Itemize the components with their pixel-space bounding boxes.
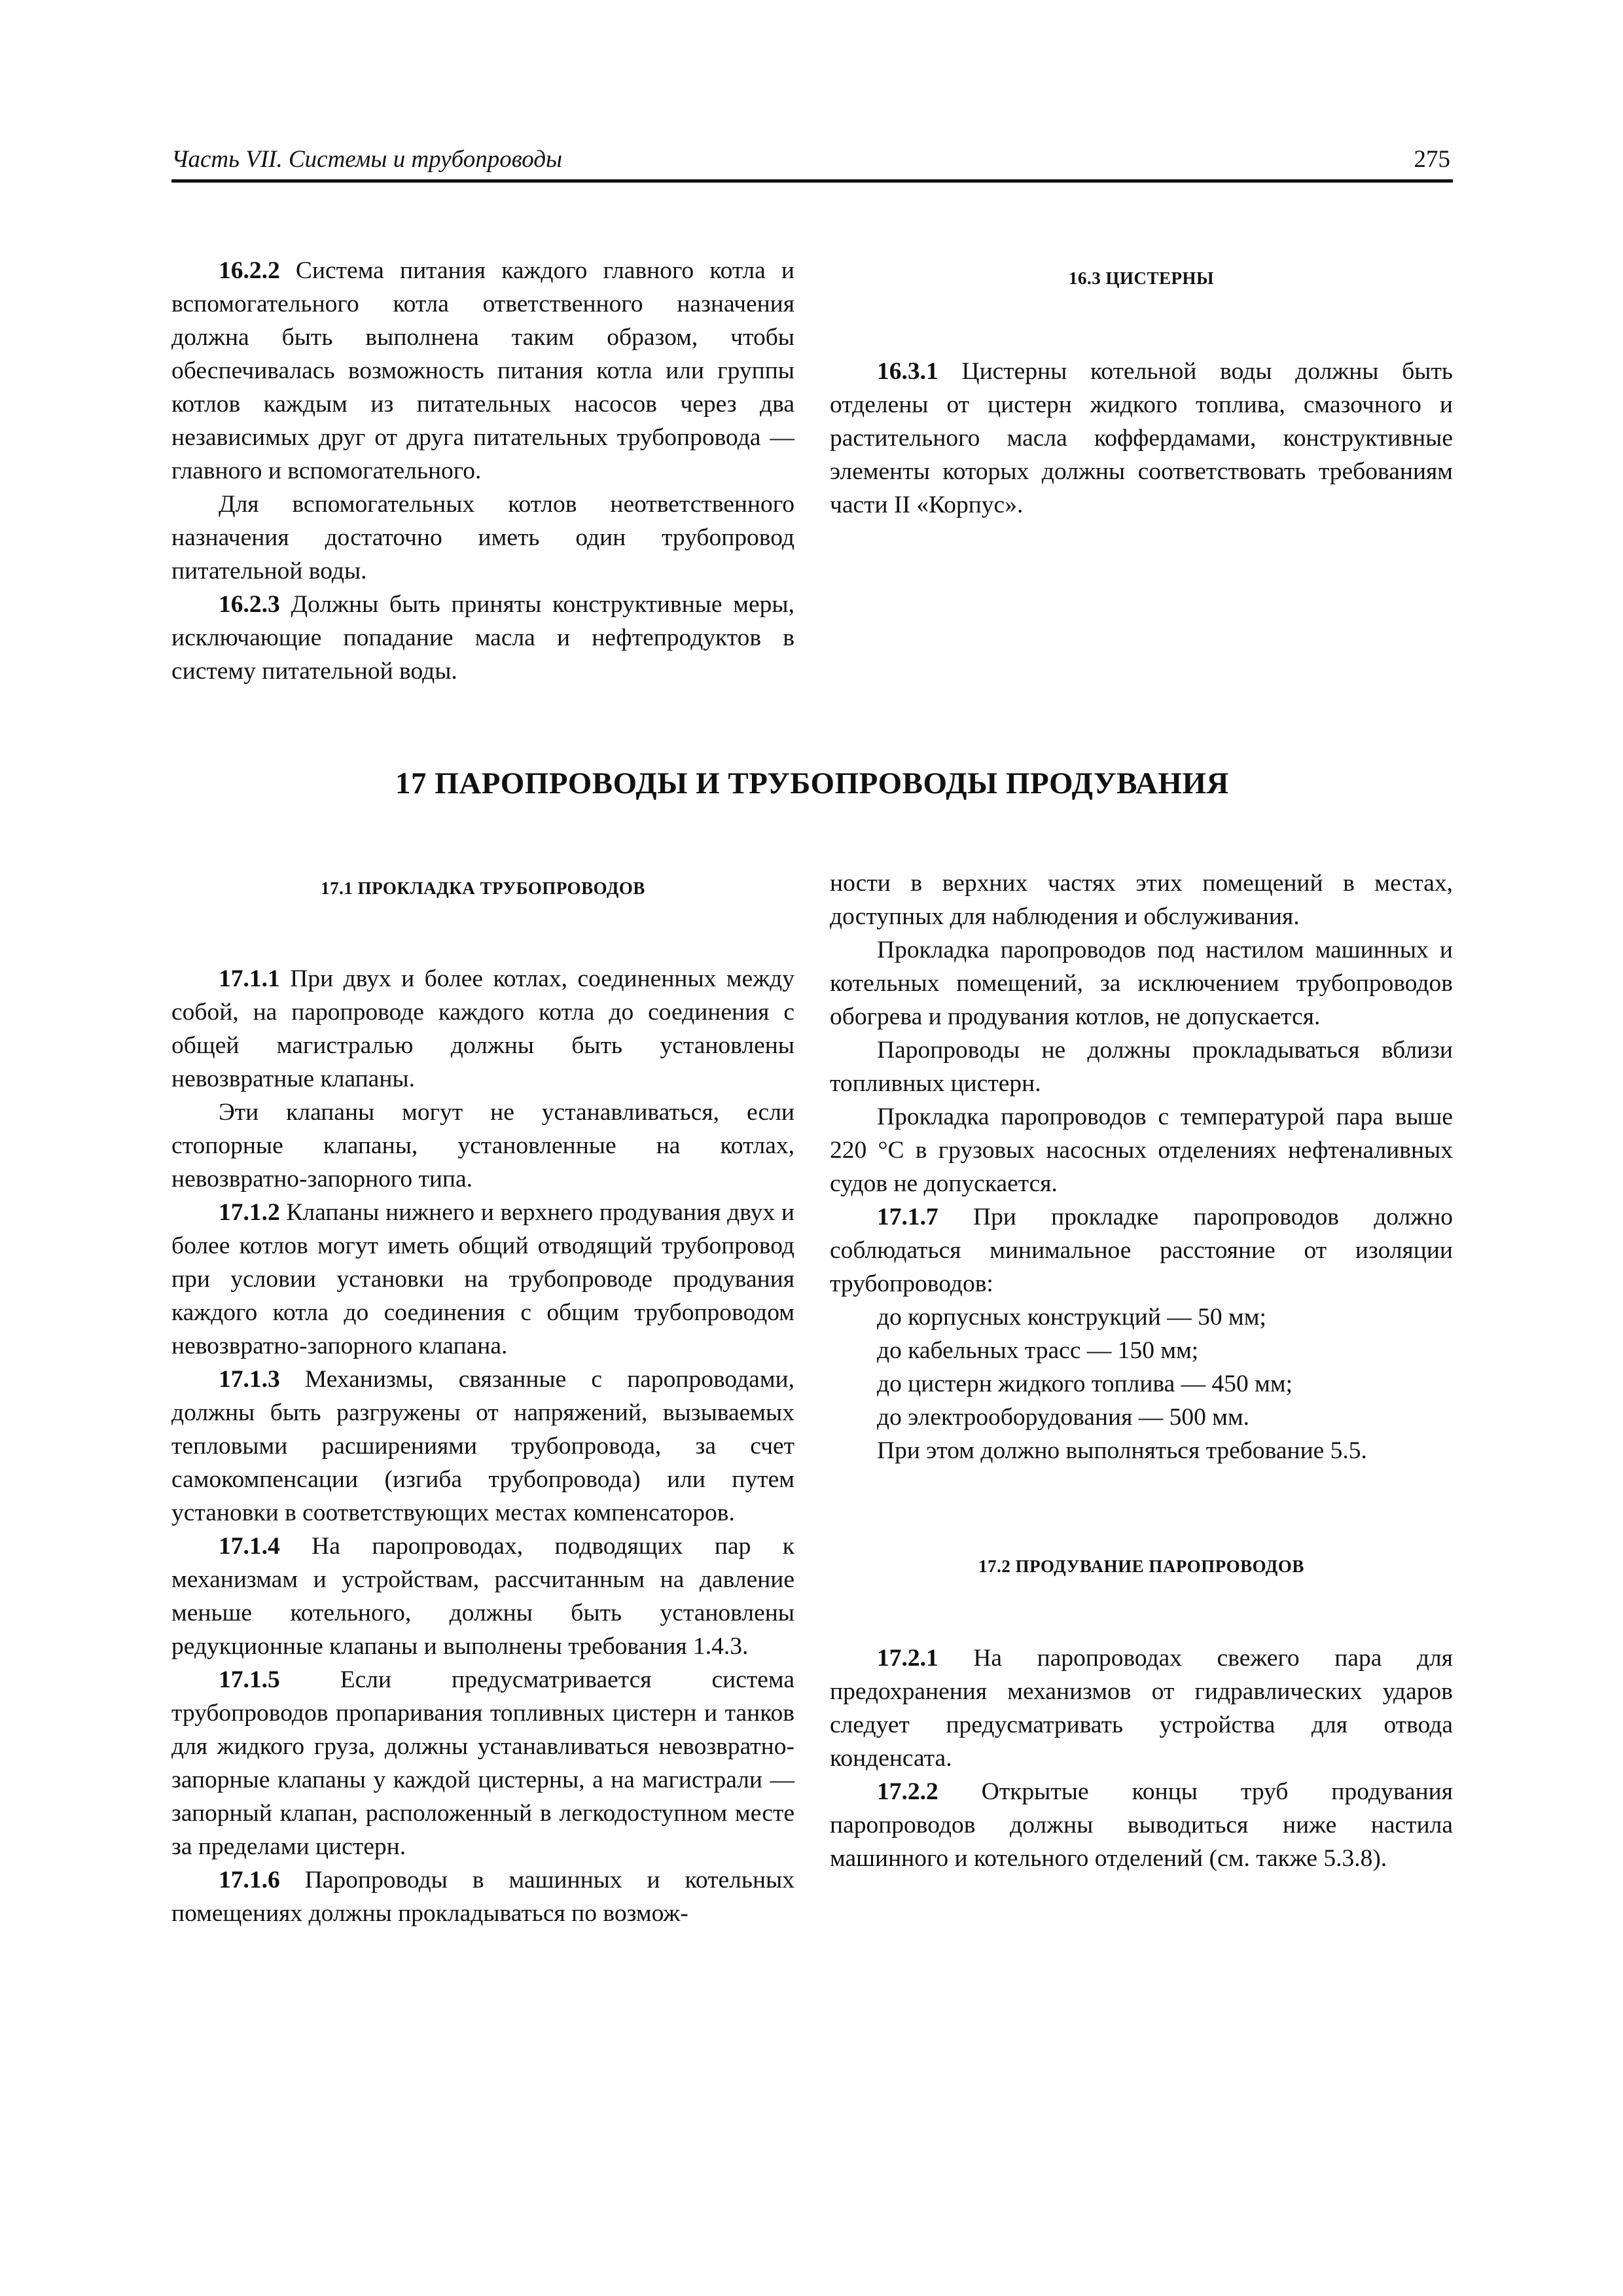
- list-item: до корпусных конструкций — 50 мм;: [877, 1304, 1266, 1331]
- paragraph-17-1-3: [171, 1363, 794, 1530]
- paragraph-continuation: [830, 867, 1453, 933]
- running-header-title: Часть VII. Системы и трубопроводы: [171, 146, 563, 173]
- paragraph-text: На паропроводах, подводящих пар к механизмам и устройствам, рассчитанным на давление меньше котельного, должны быть установлены редукционные клапаны и выполнены требования 1.4.3.: [171, 1533, 794, 1660]
- paragraph-text: Прокладка паропроводов под настилом машинных и котельных помещений, за исключением трубопроводов обогрева и продувания котлов, не допускается.: [830, 937, 1453, 1030]
- paragraph-17-1-7: [830, 1200, 1453, 1300]
- paragraph-text: Для вспомогательных котлов неответственного назначения достаточно иметь один трубопровод питательной воды.: [171, 491, 794, 584]
- paragraph: [171, 488, 794, 588]
- paragraph-17-1-4: [171, 1530, 794, 1663]
- list-item: до кабельных трасс — 150 мм;: [877, 1337, 1199, 1364]
- paragraph-16-2-3: [171, 588, 794, 688]
- top-right-column: [830, 355, 1453, 522]
- clause-number: 17.1.7: [877, 1204, 938, 1230]
- bottom-right-column-17-2: [830, 1641, 1453, 1875]
- list-item: до электрооборудования — 500 мм.: [877, 1404, 1250, 1431]
- section-heading-17-1: 17.1 ПРОКЛАДКА ТРУБОПРОВОДОВ: [321, 878, 645, 898]
- paragraph-17-2-1: [830, 1641, 1453, 1775]
- section-heading-16-3: 16.3 ЦИСТЕРНЫ: [1068, 268, 1215, 288]
- clause-number: 17.1.3: [219, 1366, 280, 1393]
- paragraph-text: При прокладке паропроводов должно соблюдаться минимальное расстояние от изоляции трубопроводов:: [830, 1204, 1453, 1297]
- clause-number: 16.2.3: [219, 591, 280, 618]
- paragraph-17-1-2: [171, 1196, 794, 1363]
- section-heading-17-2: 17.2 ПРОДУВАНИЕ ПАРОПРОВОДОВ: [978, 1556, 1304, 1576]
- clause-number: 17.1.2: [219, 1199, 280, 1226]
- paragraph-text: Прокладка паропроводов с температурой пара выше 220 °С в грузовых насосных отделениях нефтеналивных судов не допускается.: [830, 1103, 1453, 1197]
- paragraph-text: Цистерны котельной воды должны быть отделены от цистерн жидкого топлива, смазочного и растительного масла коффердамами, конструктивные элементы которых должны соответствовать требованиям части II «Корпус».: [830, 358, 1453, 518]
- clause-number: 17.1.6: [219, 1867, 280, 1893]
- clause-number: 17.2.2: [877, 1778, 938, 1805]
- bottom-left-column: [171, 962, 794, 1930]
- paragraph-text: Система питания каждого главного котла и вспомогательного котла ответственного назначения должна быть выполнена таким образом, чтобы обеспечивалась возможность питания котла или группы котлов каждым из питательных насосов через два независимых друг от друга питательных трубопровода — главного и вспомогательного.: [171, 257, 794, 484]
- paragraph-text: Открытые концы труб продувания паропроводов должны выводиться ниже настила машинного и котельного отделений (см. также 5.3.8).: [830, 1778, 1453, 1872]
- paragraph-text: Паропроводы не должны прокладываться вблизи топливных цистерн.: [830, 1037, 1453, 1097]
- clause-number: 17.1.5: [219, 1666, 280, 1693]
- paragraph-text: Должны быть приняты конструктивные меры, исключающие попадание масла и нефтепродуктов в систему питательной воды.: [171, 591, 794, 685]
- paragraph-text: ности в верхних частях этих помещений в местах, доступных для наблюдения и обслуживания.: [830, 870, 1453, 930]
- paragraph-text: Эти клапаны могут не устанавливаться, если стопорные клапаны, установленные на котлах, невозвратно-запорного типа.: [171, 1099, 794, 1193]
- list-item: до цистерн жидкого топлива — 450 мм;: [877, 1371, 1293, 1397]
- paragraph-17-2-2: [830, 1775, 1453, 1875]
- paragraph: [171, 1096, 794, 1196]
- clause-number: 17.2.1: [877, 1645, 938, 1672]
- list-item: При этом должно выполняться требование 5.5.: [877, 1437, 1367, 1464]
- clause-number: 16.2.2: [219, 257, 280, 284]
- clause-number: 17.1.4: [219, 1533, 280, 1560]
- clause-number: 16.3.1: [877, 358, 938, 385]
- paragraph: [830, 1100, 1453, 1200]
- top-left-column: [171, 254, 794, 688]
- paragraph-17-1-6: [171, 1863, 794, 1930]
- paragraph-text: Механизмы, связанные с паропроводами, должны быть разгружены от напряжений, вызываемых тепловыми расширениями трубопровода, за счет самокомпенсации (изгиба трубопровода) или путем установки в соответствующих местах компенсаторов.: [171, 1366, 794, 1526]
- paragraph-16-3-1: [830, 355, 1453, 522]
- running-header: [171, 145, 1453, 183]
- paragraph-16-2-2: [171, 254, 794, 488]
- paragraph-17-1-5: [171, 1663, 794, 1863]
- paragraph-text: При двух и более котлах, соединенных между собой, на паропроводе каждого котла до соединения с общей магистралью должны быть установлены невозвратные клапаны.: [171, 965, 794, 1092]
- paragraph: [830, 933, 1453, 1033]
- bottom-right-column: [830, 867, 1453, 1467]
- paragraph-text: На паропроводах свежего пара для предохранения механизмов от гидравлических ударов следует предусматривать устройства для отвода конденсата.: [830, 1645, 1453, 1772]
- paragraph-text: Паропроводы в машинных и котельных помещениях должны прокладываться по возмож-: [171, 1867, 794, 1927]
- paragraph-17-1-1: [171, 962, 794, 1096]
- clause-number: 17.1.1: [219, 965, 280, 992]
- paragraph-text: Если предусматривается система трубопроводов пропаривания топливных цистерн и танков для жидкого груза, должны устанавливаться невозвратно-запорные клапаны у каждой цистерны, а на магистрали — запорный клапан, расположенный в легкодоступном месте за пределами цистерн.: [171, 1666, 794, 1860]
- page-number: 275: [1414, 146, 1450, 173]
- paragraph: [830, 1033, 1453, 1100]
- chapter-title: 17 ПАРОПРОВОДЫ И ТРУБОПРОВОДЫ ПРОДУВАНИЯ: [395, 766, 1229, 800]
- paragraph-text: Клапаны нижнего и верхнего продувания двух и более котлов могут иметь общий отводящий трубопровод при условии установки на трубопроводе продувания каждого котла до соединения с общим трубопроводом невозвратно-запорного клапана.: [171, 1199, 794, 1359]
